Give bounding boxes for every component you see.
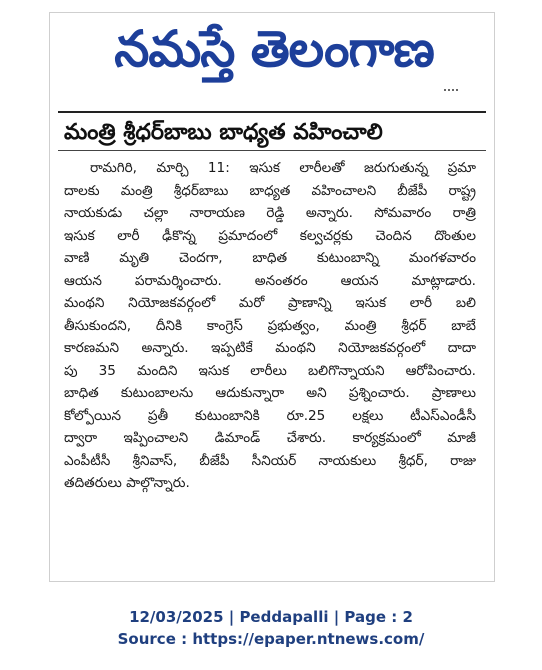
article-line: ఇసుక లారీ ఢీకొన్న ప్రమాదంలో కల్వచర్లకు చెందిన దొంతుల <box>64 227 476 244</box>
headline-bottom-rule <box>58 150 486 151</box>
newspaper-clipping <box>49 12 495 582</box>
article-line: కోల్పోయిన ప్రతీ కుటుంబానికి రూ.25 లక్షలు టీఎస్ఎండీసీ <box>64 407 476 424</box>
source-link[interactable]: Source : https://epaper.ntnews.com/ <box>117 630 425 648</box>
article-line: పు 35 మందిని ఇసుక లారీలు బలిగొన్నాయని ఆరోపించారు. <box>64 362 476 379</box>
previous-article-fragment <box>444 89 458 101</box>
article-line: వాణి మృతి చెందగా, బాధిత కుటుంబాన్ని మంగళవారం <box>64 250 476 266</box>
article-headline: మంత్రి శ్రీధర్‌బాబు బాధ్యత వహించాలి <box>64 120 383 145</box>
article-line: దాలకు మంత్రి శ్రీధర్‌బాబు బాధ్యత వహించాలని బీజేపీ రాష్ట్ర <box>64 182 476 199</box>
article-line: బాధిత కుటుంబాలను ఆదుకున్నారా అని ప్రశ్నించారు. ప్రాణాలు <box>64 385 476 401</box>
article-line: ద్వారా ఇప్పించాలని డిమాండ్ చేశారు. కార్యక్రమంలో మాజీ <box>64 430 476 446</box>
article-line: తీసుకుందని, దీనికి కాంగ్రెస్ ప్రభుత్వం, మంత్రి శ్రీధర్ బాబే <box>64 317 476 334</box>
article-line: రామగిరి, మార్చి 11: ఇసుక లారీలతో జరుగుతున్న ప్రమా <box>90 160 476 176</box>
headline-top-rule <box>58 111 486 113</box>
article-line: ఆయన పరామర్శించారు. అనంతరం ఆయన మాట్లాడారు. <box>64 272 476 289</box>
article-body <box>64 157 476 495</box>
article-line: కారణమని అన్నారు. ఇప్పటికే మంథని నియోజకవర్గంలో దాదా <box>64 340 476 356</box>
edition-info: 12/03/2025 | Peddapalli | Page : 2 <box>129 608 413 626</box>
article-line: ఎంపీటీసీ శ్రీనివాస్, బీజేపీ సీనియర్ నాయకులు శ్రీధర్, రాజు <box>64 452 476 469</box>
newspaper-masthead: నమస్తే తెలంగాణ <box>114 19 434 78</box>
article-line: నాయకుడు చల్లా నారాయణ రెడ్డి అన్నారు. సోమవారం రాత్రి <box>64 205 476 221</box>
article-line: మంథని నియోజకవర్గంలో మరో ప్రాణాన్ని ఇసుక లారీ బలి <box>64 295 476 311</box>
article-line: తదితరులు పాల్గొన్నారు. <box>64 475 190 491</box>
